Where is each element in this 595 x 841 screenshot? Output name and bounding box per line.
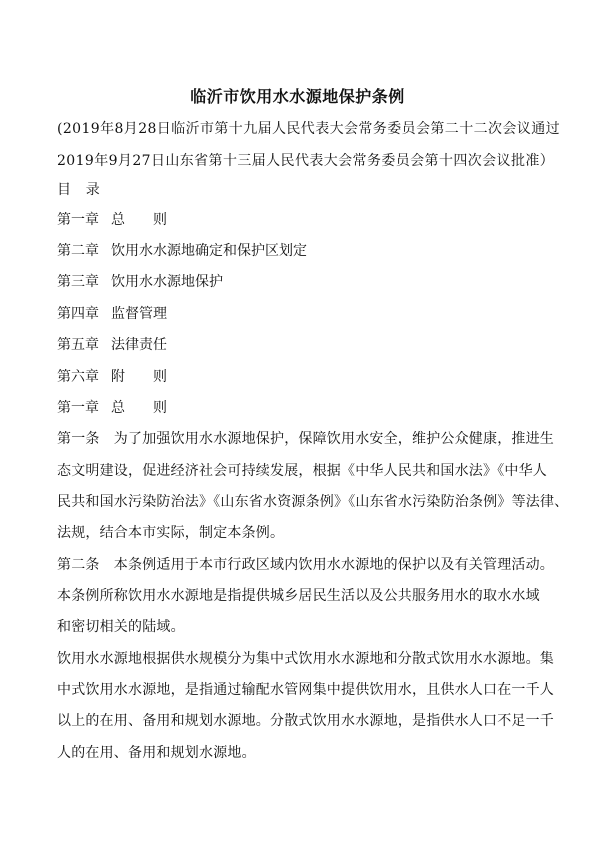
toc-item: [57, 241, 307, 261]
chapter-heading: [57, 398, 167, 418]
toc-item-number: 第一章: [57, 212, 99, 228]
chapter-number: 第一章: [57, 400, 99, 416]
toc-item: [57, 210, 167, 230]
body-line: 第二条 本条例适用于本市行政区域内饮用水水源地的保护以及有关管理活动。: [57, 557, 554, 573]
toc-item-number: 第三章: [57, 274, 99, 290]
body-line: 以上的在用、备用和规划水源地。分散式饮用水水源地，是指供水人口不足一千: [57, 713, 554, 729]
adoption-note-line-1: (2019年8月28日临沂市第十九届人民代表大会常务委员会第二十二次会议通过: [57, 121, 561, 137]
body-line: 民共和国水污染防治法》《山东省水资源条例》《山东省水污染防治条例》等法律、: [57, 494, 569, 510]
body-line: 法规，结合本市实际，制定本条例。: [57, 525, 285, 541]
body-line: 饮用水水源地根据供水规模分为集中式饮用水水源地和分散式饮用水水源地。集: [57, 651, 554, 667]
body-line: 人的在用、备用和规划水源地。: [57, 745, 256, 761]
toc-heading: 目 录: [57, 182, 101, 198]
toc-item: [57, 335, 167, 355]
toc-item: [57, 367, 167, 387]
toc-item: [57, 304, 167, 324]
toc-item-title: 饮用水水源地确定和保护区划定: [111, 243, 307, 259]
body-line: 中式饮用水水源地，是指通过输配水管网集中提供饮用水，且供水人口在一千人: [57, 682, 554, 698]
toc-item-title: 总 则: [111, 212, 167, 228]
toc-item-number: 第二章: [57, 243, 99, 259]
document-title: 临沂市饮用水水源地保护条例: [190, 87, 405, 106]
toc-item: [57, 272, 223, 292]
toc-item-number: 第五章: [57, 337, 99, 353]
toc-item-number: 第四章: [57, 306, 99, 322]
toc-item-title: 监督管理: [111, 306, 167, 322]
body-line: 态文明建设，促进经济社会可持续发展，根据《中华人民共和国水法》《中华人: [57, 463, 547, 479]
toc-item-title: 法律责任: [111, 337, 167, 353]
body-line: 本条例所称饮用水水源地是指提供城乡居民生活以及公共服务用水的取水水域: [57, 588, 540, 604]
body-line: 第一条 为了加强饮用水水源地保护，保障饮用水安全，维护公众健康，推进生: [57, 431, 554, 447]
adoption-note-line-2: 2019年9月27日山东省第十三届人民代表大会常务委员会第十四次会议批准）: [57, 153, 555, 169]
toc-item-title: 饮用水水源地保护: [111, 274, 223, 290]
body-line: 和密切相关的陆域。: [57, 619, 185, 635]
toc-item-title: 附 则: [111, 369, 167, 385]
chapter-title: 总 则: [111, 400, 167, 416]
toc-item-number: 第六章: [57, 369, 99, 385]
